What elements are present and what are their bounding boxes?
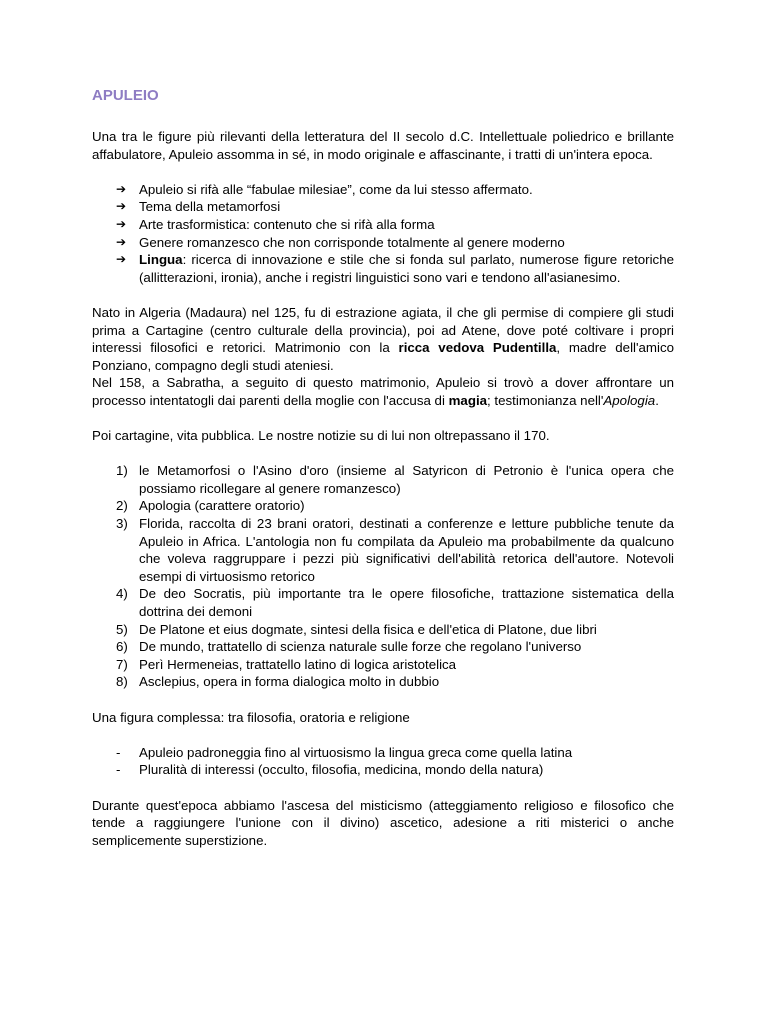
list-item: - Pluralità di interessi (occulto, filosofia, medicina, mondo della natura) (116, 762, 544, 778)
list-item: ➔ Apuleio si rifà alle “fabulae milesiae”, come da lui stesso affermato. (116, 181, 533, 197)
list-item: ➔ Tema della metamorfosi (116, 199, 281, 215)
list-item: ➔ Arte trasformistica: contenuto che si rifà alla forma (116, 216, 435, 232)
list-item: - Apuleio padroneggia fino al virtuosismo la lingua greca come quella latina (116, 744, 573, 760)
bio-paragraph-1: Nato in Algeria (Madaura) nel 125, fu di estrazione agiata, il che gli permise di compiere gli studi prima a Cartagine (centro culturale della provincia), poi ad Atene, dove poté coltivare i propri interessi filosofici e retorici. Matrimonio con la ricca vedova Pudentilla, madre dell'amico Ponziano, compagno degli studi ateniesi. (92, 304, 674, 373)
list-item: 5) De Platone et eius dogmate, sintesi della fisica e dell'etica di Platone, due libri (116, 621, 597, 637)
bio-paragraph-2: Nel 158, a Sabratha, a seguito di questo matrimonio, Apuleio si trovò a dover affrontare un processo intentatogli dai parenti della moglie con l'accusa di magia; testimonianza nell'Apologia. (92, 375, 674, 408)
page-title: APULEIO (92, 87, 159, 104)
arrow-icon: ➔ (116, 199, 127, 214)
arrow-icon: ➔ (116, 216, 127, 231)
list-item: 2) Apologia (carattere oratorio) (116, 498, 305, 514)
list-item: 4) De deo Socratis, più importante tra le opere filosofiche, trattazione sistematica della dottrina dei demoni (116, 586, 674, 620)
figure-paragraph: Una figura complessa: tra filosofia, oratoria e religione (92, 709, 410, 725)
list-item: 7) Perì Hermeneias, trattatello latino di logica aristotelica (116, 656, 457, 672)
list-item: 3) Florida, raccolta di 23 brani oratori, destinati a conferenze e letture pubbliche tenute da Apuleio in Africa. L'antologia non fu compilata da Apuleio ma probabilmente da qualcuno che voleva raggruppare i pezzi più significativi dell'abilità retorica dell'autore. Notevoli esempi di virtuosismo retorico (116, 516, 674, 584)
list-item: ➔ Lingua: ricerca di innovazione e stile che si fonda sul parlato, numerose figure retoriche (allitterazioni, ironia), anche i registri linguistici sono vari e tendono all'asianesimo. (116, 252, 674, 285)
closing-paragraph: Durante quest'epoca abbiamo l'ascesa del misticismo (atteggiamento religioso e filosofico che tende a raggiungere l'unione con il divino) ascetico, adesione a riti misterici o anche semplicemente superstizione. (92, 797, 674, 848)
features-list (92, 181, 674, 287)
arrow-icon: ➔ (116, 181, 127, 196)
arrow-icon: ➔ (116, 252, 127, 267)
intro-paragraph: Una tra le figure più rilevanti della letteratura del II secolo d.C. Intellettuale poliedrico e brillante affabulatore, Apuleio assomma in sé, in modo originale e affascinante, i tratti di un'intera epoca. (92, 129, 674, 162)
list-item: ➔ Genere romanzesco che non corrisponde totalmente al genere moderno (116, 234, 565, 250)
interests-list (92, 744, 674, 779)
arrow-icon: ➔ (116, 234, 127, 249)
works-list (92, 462, 674, 691)
list-item: 1) le Metamorfosi o l'Asino d'oro (insieme al Satyricon di Petronio è l'unica opera che possiamo ricollegare al genere romanzesco) (116, 463, 674, 496)
list-item: 6) De mundo, trattatello di scienza naturale sulle forze che regolano l'universo (116, 639, 582, 655)
list-item: 8) Asclepius, opera in forma dialogica molto in dubbio (116, 674, 440, 690)
later-paragraph: Poi cartagine, vita pubblica. Le nostre notizie su di lui non oltrepassano il 170. (92, 428, 550, 444)
